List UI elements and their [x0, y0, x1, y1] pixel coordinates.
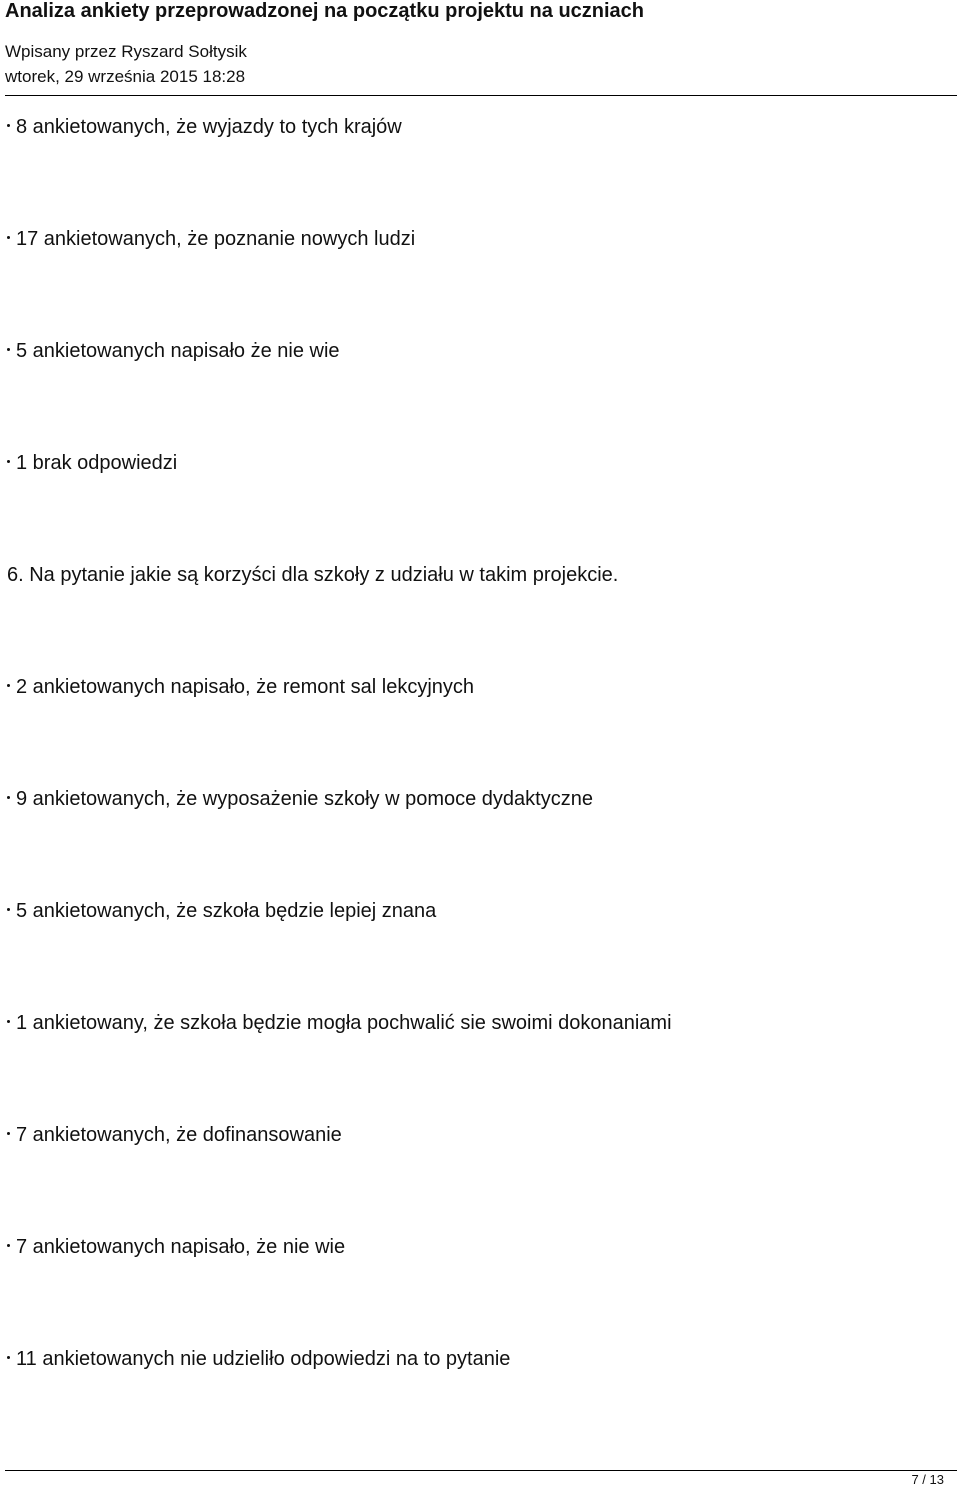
content-line-8 — [7, 899, 436, 923]
content-line-12 — [7, 1347, 510, 1371]
content-line-text: 1 ankietowany, że szkoła będzie mogła pochwalić sie swoimi dokonaniami — [16, 1012, 672, 1034]
bullet-icon — [7, 908, 10, 911]
footer-divider — [5, 1470, 957, 1471]
bullet-icon — [7, 460, 10, 463]
bullet-icon — [7, 796, 10, 799]
content-line-text: 1 brak odpowiedzi — [16, 452, 178, 474]
content-line-text: 7 ankietowanych napisało, że nie wie — [16, 1236, 346, 1258]
header-divider — [5, 95, 957, 96]
content-line-4 — [7, 451, 177, 475]
content-line-1 — [7, 115, 402, 139]
content-line-9 — [7, 1011, 672, 1035]
content-line-10 — [7, 1123, 342, 1147]
content-line-3 — [7, 339, 340, 363]
content-line-text: 17 ankietowanych, że poznanie nowych ludzi — [16, 228, 416, 250]
content-line-text: 9 ankietowanych, że wyposażenie szkoły w pomoce dydaktyczne — [16, 788, 593, 810]
document-date: wtorek, 29 września 2015 18:28 — [5, 67, 246, 86]
content-line-2 — [7, 227, 415, 251]
content-line-7 — [7, 787, 593, 811]
content-line-text: 11 ankietowanych nie udzieliło odpowiedzi na to pytanie — [16, 1348, 511, 1370]
content-line-text: 5 ankietowanych, że szkoła będzie lepiej znana — [16, 900, 437, 922]
bullet-icon — [7, 1132, 10, 1135]
content-line-11 — [7, 1235, 345, 1259]
content-line-text: 8 ankietowanych, że wyjazdy to tych krajów — [16, 116, 402, 138]
bullet-icon — [7, 236, 10, 239]
question-heading — [7, 563, 618, 587]
content-line-6 — [7, 675, 474, 699]
page-number: 7 / 13 — [911, 1472, 944, 1487]
document-title: Analiza ankiety przeprowadzonej na początku projektu na uczniach — [5, 0, 645, 22]
bullet-icon — [7, 1020, 10, 1023]
bullet-icon — [7, 1356, 10, 1359]
content-line-text: 5 ankietowanych napisało że nie wie — [16, 340, 340, 362]
content-line-text: 7 ankietowanych, że dofinansowanie — [16, 1124, 342, 1146]
bullet-icon — [7, 348, 10, 351]
content-line-text: 2 ankietowanych napisało, że remont sal lekcyjnych — [16, 676, 475, 698]
bullet-icon — [7, 124, 10, 127]
question-heading-text: 6. Na pytanie jakie są korzyści dla szkoły z udziału w takim projekcie. — [7, 564, 619, 586]
bullet-icon — [7, 684, 10, 687]
document-author: Wpisany przez Ryszard Sołtysik — [5, 42, 247, 61]
bullet-icon — [7, 1244, 10, 1247]
